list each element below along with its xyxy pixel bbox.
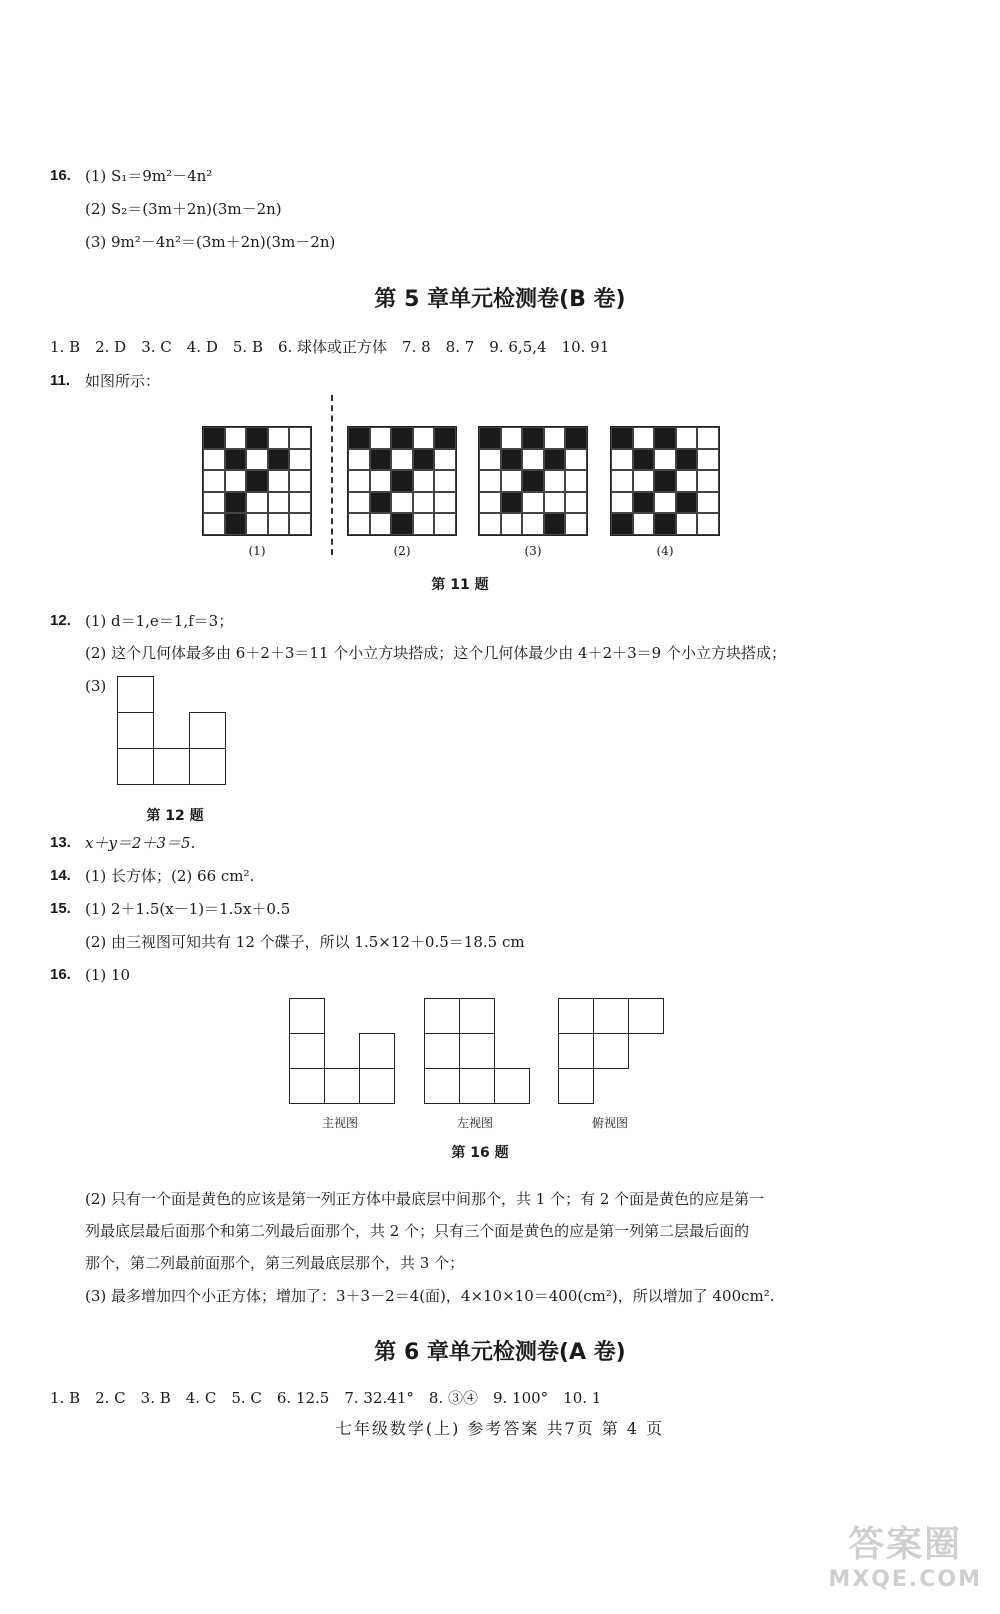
grid-cell — [611, 492, 633, 514]
grid-cell — [203, 449, 225, 471]
grid-cell — [676, 513, 698, 535]
grid-cell — [246, 470, 268, 492]
grid-cell — [697, 470, 719, 492]
grid-cell — [501, 470, 523, 492]
watermark-url: MXQE.COM — [828, 1567, 982, 1592]
grid-cell — [633, 470, 655, 492]
grid-cell — [633, 427, 655, 449]
grid-cell — [391, 513, 413, 535]
q12-cell — [189, 712, 226, 749]
grid-cell — [268, 427, 290, 449]
grid-cell — [203, 427, 225, 449]
q16a-line-2: (2) S₂＝(3m＋2n)(3m－2n) — [85, 200, 282, 218]
q12-number: 12. — [50, 612, 71, 629]
view-cell — [593, 998, 629, 1034]
view-cell — [324, 1068, 360, 1104]
grid-cell — [348, 513, 370, 535]
view-cell — [424, 1068, 460, 1104]
watermark-logo — [828, 1516, 982, 1592]
grid-cell — [565, 492, 587, 514]
grid-cell — [544, 492, 566, 514]
chapter6-heading: 第 6 章单元检测卷(A 卷) — [374, 1340, 626, 1365]
view-cell — [289, 1033, 325, 1069]
watermark-title: 答案圈 — [848, 1524, 963, 1565]
grid-cell — [246, 492, 268, 514]
grid-cell — [479, 449, 501, 471]
q16-caption: 第 16 题 — [451, 1145, 509, 1161]
grid-cell — [434, 449, 456, 471]
view-cell — [424, 998, 460, 1034]
grid-cell — [246, 513, 268, 535]
q14-text: (1) 长方体；(2) 66 cm². — [85, 867, 255, 885]
front-view-label: 主视图 — [321, 1116, 358, 1130]
view-cell — [359, 1068, 395, 1104]
grid-cell — [522, 470, 544, 492]
grid-cell — [246, 427, 268, 449]
q11-grid-2 — [347, 426, 457, 536]
q16b-line-1: (1) 10 — [85, 966, 131, 984]
grid-cell — [289, 427, 311, 449]
q16b-number: 16. — [50, 966, 71, 983]
view-cell — [459, 1068, 495, 1104]
grid-cell — [501, 449, 523, 471]
view-cell — [593, 1033, 629, 1069]
q12-cell — [153, 748, 190, 785]
grid-cell — [522, 449, 544, 471]
q11-grid-1 — [202, 426, 312, 536]
grid-cell — [633, 513, 655, 535]
grid-cell — [203, 492, 225, 514]
q11-divider — [331, 395, 333, 555]
grid-cell — [289, 513, 311, 535]
grid-cell — [479, 470, 501, 492]
q16b-part3: (3) 最多增加四个小正方体；增加了：3＋3－2＝4(面)，4×10×10＝400(cm²)，所以增加了 400cm². — [85, 1287, 775, 1305]
grid-cell — [225, 449, 247, 471]
chapter5-heading: 第 5 章单元检测卷(B 卷) — [374, 287, 626, 312]
grid-cell — [348, 470, 370, 492]
grid-cell — [391, 449, 413, 471]
grid-cell — [225, 470, 247, 492]
grid-cell — [676, 449, 698, 471]
grid-cell — [501, 513, 523, 535]
grid-cell — [225, 513, 247, 535]
grid-cell — [676, 470, 698, 492]
grid-cell — [391, 470, 413, 492]
q11-grid-label: (1) — [248, 544, 266, 558]
grid-cell — [654, 513, 676, 535]
grid-cell — [413, 492, 435, 514]
left-view-label: 左视图 — [456, 1116, 493, 1130]
q12-cell — [117, 712, 154, 749]
grid-cell — [633, 492, 655, 514]
q12-line-2: (2) 这个几何体最多由 6＋2＋3＝11 个小立方块搭成；这个几何体最少由 4＋2＋3＝9 个小立方块搭成； — [85, 644, 786, 662]
grid-cell — [565, 427, 587, 449]
view-cell — [494, 1068, 530, 1104]
grid-cell — [434, 470, 456, 492]
view-cell — [289, 998, 325, 1034]
q12-cell — [117, 676, 154, 713]
q16a-number: 16. — [50, 167, 71, 184]
grid-cell — [370, 513, 392, 535]
grid-cell — [654, 427, 676, 449]
q12-cell — [189, 748, 226, 785]
grid-cell — [268, 492, 290, 514]
grid-cell — [370, 427, 392, 449]
q16a-line-1: (1) S₁＝9m²－4n² — [85, 167, 213, 185]
grid-cell — [479, 492, 501, 514]
view-cell — [359, 1033, 395, 1069]
grid-cell — [697, 427, 719, 449]
grid-cell — [522, 492, 544, 514]
grid-cell — [434, 513, 456, 535]
q11-grid-label: (3) — [524, 544, 542, 558]
grid-cell — [348, 427, 370, 449]
page-footer: 七年级数学(上) 参考答案 共7页 第 4 页 — [335, 1419, 665, 1438]
q16b-part2-line-1: (2) 只有一个面是黄色的应该是第一列正方体中最底层中间那个，共 1 个；有 2 个面是黄色的应是第一 — [85, 1190, 765, 1208]
grid-cell — [544, 427, 566, 449]
top-view-label: 俯视图 — [591, 1116, 628, 1130]
q11-grid-4 — [610, 426, 720, 536]
grid-cell — [522, 427, 544, 449]
q11-caption: 第 11 题 — [431, 577, 489, 593]
grid-cell — [633, 449, 655, 471]
view-cell — [558, 1068, 594, 1104]
grid-cell — [289, 449, 311, 471]
view-cell — [558, 1033, 594, 1069]
grid-cell — [611, 470, 633, 492]
q12-line-3: (3) — [85, 677, 107, 695]
q12-cell — [117, 748, 154, 785]
q11-grid-label: (2) — [393, 544, 411, 558]
grid-cell — [565, 513, 587, 535]
grid-cell — [654, 449, 676, 471]
q16b-part2-line-3: 那个，第二列最前面那个，第三列最底层那个，共 3 个； — [85, 1254, 465, 1272]
q13-number: 13. — [50, 834, 71, 851]
view-cell — [459, 1033, 495, 1069]
grid-cell — [676, 492, 698, 514]
grid-cell — [479, 427, 501, 449]
q11-text: 如图所示： — [85, 372, 161, 390]
grid-cell — [654, 470, 676, 492]
grid-cell — [246, 449, 268, 471]
grid-cell — [501, 492, 523, 514]
grid-cell — [522, 513, 544, 535]
grid-cell — [203, 513, 225, 535]
q14-number: 14. — [50, 867, 71, 884]
q15-line-2: (2) 由三视图可知共有 12 个碟子，所以 1.5×12＋0.5＝18.5 cm — [85, 933, 525, 951]
grid-cell — [413, 513, 435, 535]
grid-cell — [268, 513, 290, 535]
grid-cell — [413, 470, 435, 492]
grid-cell — [479, 513, 501, 535]
grid-cell — [611, 449, 633, 471]
q13-text: x＋y＝2＋3＝5. — [85, 834, 196, 852]
grid-cell — [565, 449, 587, 471]
grid-cell — [348, 449, 370, 471]
q12-caption: 第 12 题 — [146, 808, 204, 824]
view-cell — [289, 1068, 325, 1104]
q15-line-1: (1) 2＋1.5(x－1)＝1.5x＋0.5 — [85, 900, 291, 918]
grid-cell — [370, 492, 392, 514]
grid-cell — [289, 492, 311, 514]
grid-cell — [391, 427, 413, 449]
grid-cell — [676, 427, 698, 449]
grid-cell — [225, 492, 247, 514]
grid-cell — [268, 449, 290, 471]
grid-cell — [370, 470, 392, 492]
grid-cell — [203, 470, 225, 492]
grid-cell — [370, 449, 392, 471]
view-cell — [628, 998, 664, 1034]
grid-cell — [434, 427, 456, 449]
q12-line-1: (1) d＝1,e＝1,f＝3； — [85, 612, 234, 630]
view-cell — [558, 998, 594, 1034]
chapter5-answers-1-10: 1. B 2. D 3. C 4. D 5. B 6. 球体或正方体 7. 8 8. 7 9. 6,5,4 10. 91 — [50, 338, 610, 356]
q15-number: 15. — [50, 900, 71, 917]
grid-cell — [611, 427, 633, 449]
chapter6-answers-1-10: 1. B 2. C 3. B 4. C 5. C 6. 12.5 7. 32.41° 8. ③④ 9. 100° 10. 1 — [50, 1389, 602, 1407]
grid-cell — [544, 449, 566, 471]
grid-cell — [611, 513, 633, 535]
grid-cell — [434, 492, 456, 514]
grid-cell — [697, 492, 719, 514]
grid-cell — [697, 449, 719, 471]
view-cell — [424, 1033, 460, 1069]
grid-cell — [348, 492, 370, 514]
q16b-part2-line-2: 列最底层最后面那个和第二列最后面那个，共 2 个；只有三个面是黄色的应是第一列第二层最后面的 — [85, 1222, 750, 1240]
grid-cell — [289, 470, 311, 492]
q11-number: 11. — [50, 372, 71, 389]
q11-grid-3 — [478, 426, 588, 536]
grid-cell — [225, 427, 247, 449]
grid-cell — [544, 513, 566, 535]
view-cell — [459, 998, 495, 1034]
grid-cell — [654, 492, 676, 514]
q11-grid-label: (4) — [656, 544, 674, 558]
grid-cell — [501, 427, 523, 449]
grid-cell — [413, 449, 435, 471]
grid-cell — [544, 470, 566, 492]
grid-cell — [391, 492, 413, 514]
grid-cell — [413, 427, 435, 449]
grid-cell — [268, 470, 290, 492]
grid-cell — [697, 513, 719, 535]
q16a-line-3: (3) 9m²－4n²＝(3m＋2n)(3m－2n) — [85, 233, 336, 251]
grid-cell — [565, 470, 587, 492]
